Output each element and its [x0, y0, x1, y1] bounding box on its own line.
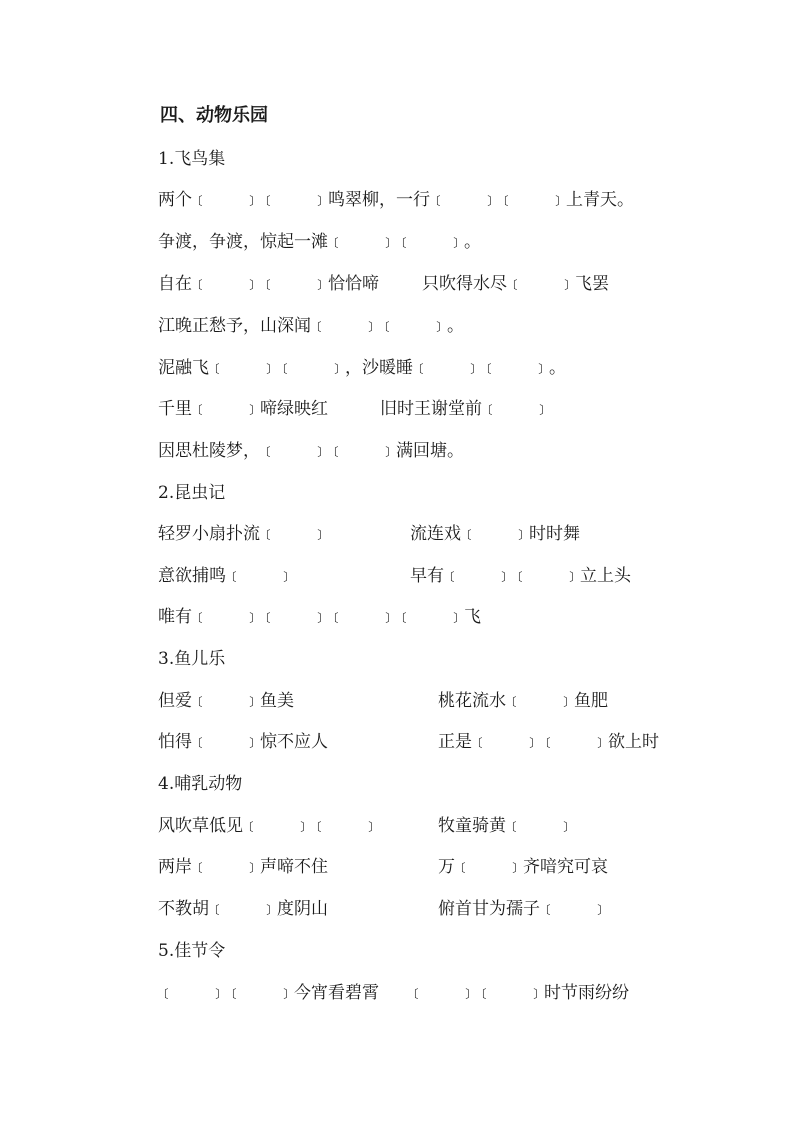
fill-in-line: 只吹得水尽﹝ ﹞飞罢	[422, 274, 609, 294]
fill-in-line: 因思杜陵梦，﹝ ﹞﹝ ﹞满回塘。	[158, 441, 464, 461]
fill-in-line: 千里﹝ ﹞啼绿映红	[158, 399, 328, 419]
fill-in-line: 旧时王谢堂前﹝ ﹞	[380, 399, 550, 419]
fill-in-line: ﹝ ﹞﹝ ﹞今宵看碧霄	[158, 983, 379, 1003]
subsection-heading: 2.昆虫记	[158, 483, 226, 503]
fill-in-line: 两个﹝ ﹞﹝ ﹞鸣翠柳，一行﹝ ﹞﹝ ﹞上青天。	[158, 190, 634, 210]
fill-in-line: 泥融飞﹝ ﹞﹝ ﹞，沙暖睡﹝ ﹞﹝ ﹞。	[158, 358, 566, 378]
fill-in-line: 江晚正愁予，山深闻﹝ ﹞﹝ ﹞。	[158, 316, 464, 336]
subsection-heading: 1.飞鸟集	[158, 149, 226, 169]
fill-in-line: 两岸﹝ ﹞声啼不住	[158, 857, 328, 877]
fill-in-line: 不教胡﹝ ﹞度阴山	[158, 899, 328, 919]
fill-in-line: ﹝ ﹞﹝ ﹞时节雨纷纷	[408, 983, 629, 1003]
subsection-heading: 4.哺乳动物	[158, 774, 243, 794]
fill-in-line: 意欲捕鸣﹝ ﹞	[158, 566, 294, 586]
subsection-heading: 5.佳节令	[158, 941, 226, 961]
section-title: 四、动物乐园	[160, 105, 268, 126]
fill-in-line: 争渡，争渡，惊起一滩﹝ ﹞﹝ ﹞。	[158, 232, 481, 252]
fill-in-line: 早有﹝ ﹞﹝ ﹞立上头	[410, 566, 631, 586]
fill-in-line: 万﹝ ﹞齐喑究可哀	[438, 857, 608, 877]
fill-in-line: 怕得﹝ ﹞惊不应人	[158, 732, 328, 752]
fill-in-line: 但爱﹝ ﹞鱼美	[158, 691, 294, 711]
fill-in-line: 风吹草低见﹝ ﹞﹝ ﹞	[158, 816, 379, 836]
fill-in-line: 唯有﹝ ﹞﹝ ﹞﹝ ﹞﹝ ﹞飞	[158, 607, 481, 627]
fill-in-line: 牧童骑黄﹝ ﹞	[438, 816, 574, 836]
subsection-heading: 3.鱼儿乐	[158, 649, 226, 669]
fill-in-line: 俯首甘为孺子﹝ ﹞	[438, 899, 608, 919]
fill-in-line: 正是﹝ ﹞﹝ ﹞欲上时	[438, 732, 659, 752]
fill-in-line: 桃花流水﹝ ﹞鱼肥	[438, 691, 608, 711]
fill-in-line: 自在﹝ ﹞﹝ ﹞恰恰啼	[158, 274, 379, 294]
fill-in-line: 轻罗小扇扑流﹝ ﹞	[158, 524, 328, 544]
fill-in-line: 流连戏﹝ ﹞时时舞	[410, 524, 580, 544]
